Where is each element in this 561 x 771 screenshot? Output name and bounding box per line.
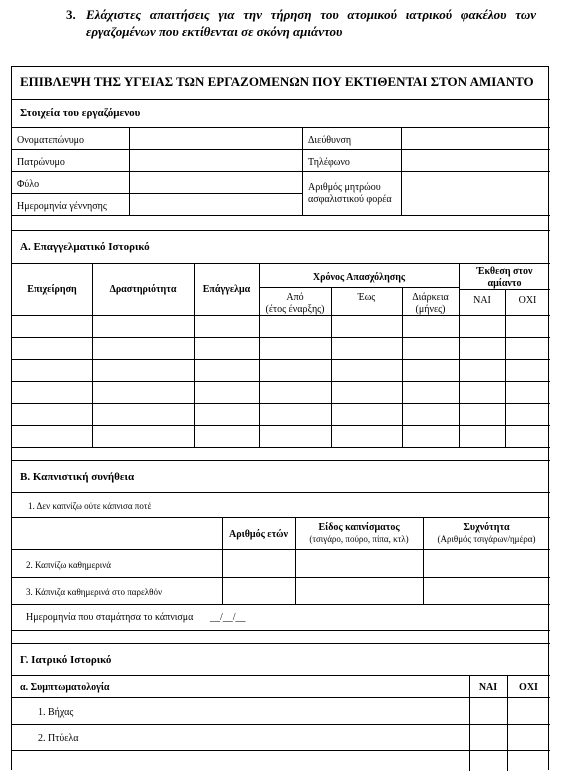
symptoms-title: α. Συμπτωματολογία: [20, 682, 110, 693]
smoking-freq-1: Συχνότητα: [463, 522, 510, 533]
symptoms-no: ΟΧΙ: [519, 682, 538, 693]
cough-label: 1. Βήχας: [38, 707, 74, 718]
insurance-label-1: Αριθμός μητρώου: [308, 182, 381, 193]
col-company: Επιχείρηση: [27, 284, 77, 295]
sputum-label: 2. Πτύελα: [38, 733, 79, 744]
form-frame: [11, 66, 549, 770]
employee-section-title: Στοιχεία του εργαζόμενου: [20, 107, 141, 119]
col-years: Αριθμός ετών: [229, 529, 288, 540]
col-activity: Δραστηριότητα: [109, 284, 177, 295]
occupational-section-title: Α. Επαγγελματικό Ιστορικό: [20, 241, 150, 253]
sex-label: Φύλο: [17, 179, 40, 190]
col-profession: Επάγγελμα: [202, 284, 251, 295]
smoking-section-title: Β. Καπνιστική συνήθεια: [20, 471, 135, 483]
insurance-label-2: ασφαλιστικού φορέα: [308, 194, 392, 205]
father-name-label: Πατρώνυμο: [17, 157, 65, 168]
smoking-type-2: (τσιγάρο, πούρο, πίπα, κτλ): [309, 534, 409, 544]
quit-date-label: Ημερομηνία που σταμάτησα το κάπνισμα: [26, 612, 194, 623]
medical-section-title: Γ. Ιατρικό Ιστορικό: [20, 654, 112, 666]
address-label: Διεύθυνση: [308, 135, 352, 146]
exposure-header-2: αμίαντο: [487, 278, 522, 289]
full-name-label: Ονοματεπώνυμο: [17, 135, 85, 146]
never-smoked-label: 1. Δεν καπνίζω ούτε κάπνισα ποτέ: [28, 501, 152, 511]
smoking-type-1: Είδος καπνίσματος: [318, 522, 400, 533]
exposure-yes: ΝΑΙ: [473, 295, 491, 306]
smokes-daily-label: 2. Καπνίζω καθημερινά: [26, 560, 111, 570]
col-duration-2: (μήνες): [415, 304, 446, 315]
employment-period-header: Χρόνος Απασχόλησης: [312, 272, 406, 283]
section-heading: [66, 6, 536, 40]
section-number: 3.: [66, 7, 76, 22]
col-to: Έως: [357, 292, 376, 303]
symptoms-yes: ΝΑΙ: [478, 682, 498, 693]
col-from-2: (έτος έναρξης): [265, 304, 325, 315]
form-title: ΕΠΙΒΛΕΨΗ ΤΗΣ ΥΓΕΙΑΣ ΤΩΝ ΕΡΓΑΖΟΜΕΝΩΝ ΠΟΥ ΕΚΤΙΘΕΝΤΑΙ ΣΤΟΝ ΑΜΙΑΝΤΟ: [20, 74, 534, 89]
col-duration-1: Διάρκεια: [412, 292, 449, 303]
birth-date-label: Ημερομηνία γέννησης: [17, 201, 107, 212]
col-from-1: Από: [286, 292, 304, 303]
smoked-past-label: 3. Κάπνιζα καθημερινά στο παρελθόν: [26, 587, 163, 597]
quit-date-field[interactable]: __/__/__: [210, 612, 246, 623]
exposure-no: ΟΧΙ: [518, 295, 537, 306]
smoking-freq-2: (Αριθμός τσιγάρων/ημέρα): [437, 534, 536, 544]
exposure-header-1: Έκθεση στον: [476, 266, 533, 277]
section-heading-text: Ελάχιστες απαιτήσεις για την τήρηση του ατομικού ιατρικού φακέλου των εργαζομένων που εκτίθενται σε σκόνη αμιάντου: [86, 7, 536, 39]
phone-label: Τηλέφωνο: [308, 157, 350, 168]
